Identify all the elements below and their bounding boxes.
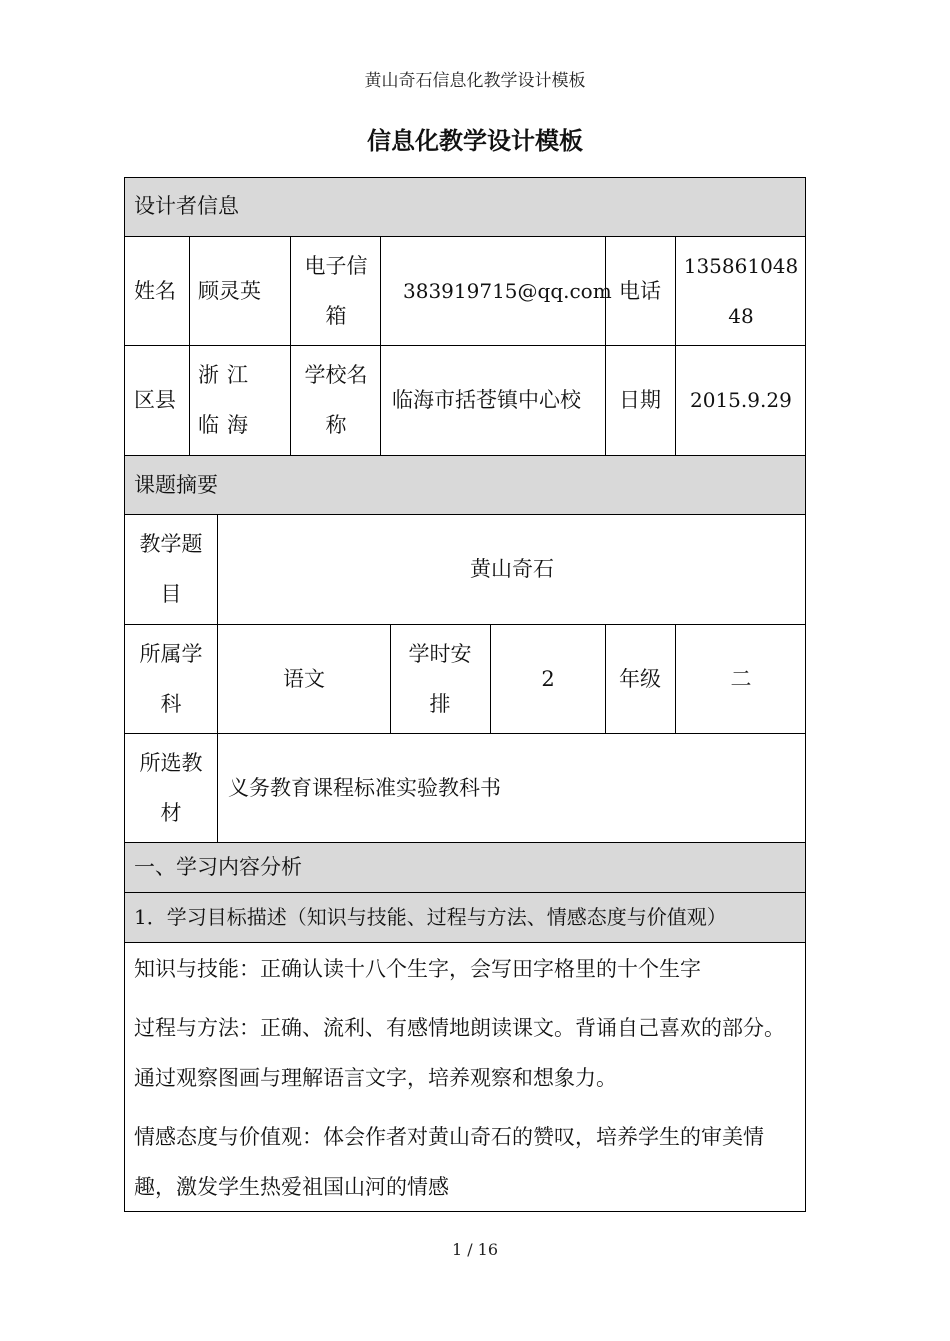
objectives-heading: 1．学习目标描述（知识与技能、过程与方法、情感态度与价值观） (134, 905, 727, 929)
district-label: 区县 (134, 388, 176, 412)
grade-value: 二 (730, 667, 752, 691)
col-divider (675, 236, 676, 455)
summary-section-title: 课题摘要 (134, 473, 218, 497)
designer-section-title: 设计者信息 (134, 194, 239, 218)
name-value: 顾灵英 (198, 279, 261, 303)
district-value: 浙江临海 (198, 363, 256, 437)
topic-value: 黄山奇石 (470, 557, 554, 581)
subject-label: 所属学科 (139, 642, 203, 716)
col-divider (605, 624, 606, 733)
row-divider (124, 514, 806, 515)
textbook-label: 所选教材 (139, 751, 203, 825)
page-number: 1 / 16 (451, 1240, 499, 1259)
page-header: 黄山奇石信息化教学设计模板 (364, 71, 586, 91)
topic-label: 教学题目 (139, 532, 203, 606)
school-value: 临海市括苍镇中心校 (392, 388, 581, 412)
objective-process: 过程与方法：正确、流利、有感情地朗读课文。背诵自己喜欢的部分。通过观察图画与理解语言文字，培养观察和想象力。 (134, 1016, 785, 1090)
name-label: 姓名 (134, 279, 176, 303)
email-label: 电子信箱 (304, 254, 368, 328)
col-divider (189, 236, 190, 455)
row-divider (124, 942, 806, 943)
subject-value: 语文 (283, 667, 325, 691)
hours-label: 学时安排 (408, 642, 472, 716)
row-divider (124, 345, 806, 346)
objective-knowledge: 知识与技能：正确认读十八个生字，会写田字格里的十个生字 (134, 957, 701, 981)
objective-emotion: 情感态度与价值观：体会作者对黄山奇石的赞叹，培养学生的审美情趣，激发学生热爱祖国山河的情感 (134, 1125, 764, 1199)
date-value: 2015.9.29 (690, 388, 792, 412)
textbook-value: 义务教育课程标准实验教科书 (228, 776, 501, 800)
col-divider (380, 236, 381, 455)
col-divider (390, 624, 391, 733)
phone-label: 电话 (619, 279, 661, 303)
date-label: 日期 (619, 388, 661, 412)
school-label: 学校名称 (304, 363, 368, 437)
row-divider (124, 455, 806, 456)
hours-value: 2 (541, 667, 555, 691)
grade-label: 年级 (619, 667, 661, 691)
row-divider (124, 624, 806, 625)
row-divider (124, 733, 806, 734)
col-divider (290, 236, 291, 455)
document-title: 信息化教学设计模板 (367, 127, 583, 155)
phone-value: 13586104848 (683, 254, 799, 328)
analysis-section-title: 一、学习内容分析 (134, 855, 302, 879)
row-divider (124, 236, 806, 237)
email-value: 383919715@qq.com (403, 279, 612, 303)
